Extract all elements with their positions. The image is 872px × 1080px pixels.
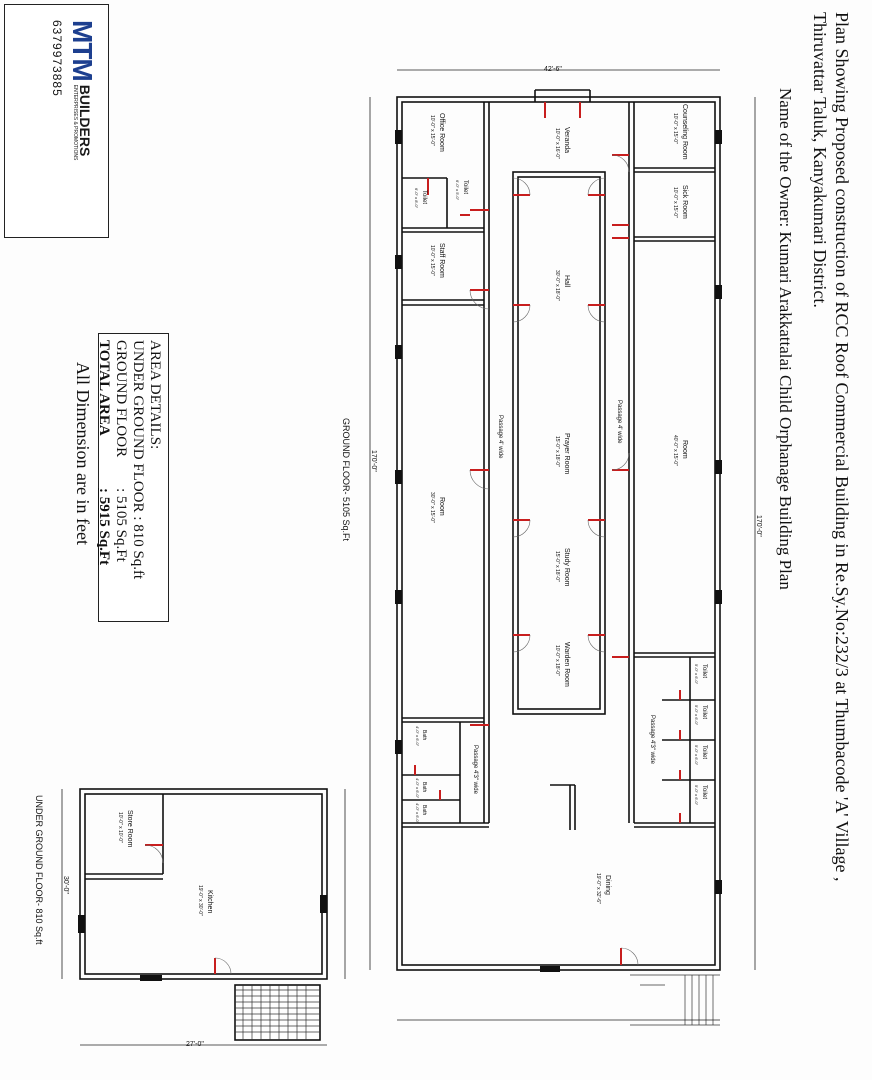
room-size: 5'-0" x 6'-0" bbox=[694, 785, 699, 806]
room-size: 19'-0" x 30'-0" bbox=[197, 885, 203, 916]
room-size: 30'-0" x 18'-0" bbox=[554, 270, 560, 301]
passage-label: Passage 4' wide bbox=[497, 415, 503, 459]
room-size: 4'-0" x 6'-0" bbox=[415, 726, 420, 747]
ground-area-row bbox=[112, 340, 129, 579]
passage-label: Passage 4'3" wide bbox=[649, 715, 655, 764]
room-size: 6'-0" x 5'-0" bbox=[455, 180, 460, 201]
passage-label: Passage 4'3" wide bbox=[472, 745, 478, 794]
room-label: Office Room bbox=[438, 113, 445, 152]
under-ground-floor-caption: UNDER GROUND FLOOR- 810 Sq.ft bbox=[34, 795, 44, 945]
room-size: 10'-0" x 15'-0" bbox=[429, 245, 435, 276]
logo-builders: BUILDERS bbox=[77, 84, 93, 157]
room-size: 4'-0" x 6'-0" bbox=[415, 803, 420, 824]
room-size: 15'-0" x 18'-0" bbox=[554, 436, 560, 467]
ground-length-dimension: 170'-0" bbox=[755, 515, 762, 537]
logo-tagline: ENTERPRISES & PROMOTIONS bbox=[72, 84, 78, 161]
room-size: 5'-0" x 6'-0" bbox=[694, 705, 699, 726]
room-label: Room bbox=[681, 440, 688, 459]
room-label: Toilet bbox=[701, 745, 707, 760]
room-size: 15'-0" x 18'-0" bbox=[554, 551, 560, 582]
under-ground-area-label: UNDER GROUND FLOOR : bbox=[130, 340, 146, 521]
room-label: Store Room bbox=[126, 810, 133, 848]
room-label: Toilet bbox=[462, 180, 468, 195]
passage-label: Passage 4' wide bbox=[616, 400, 622, 444]
room-size: 5'-0" x 6'-0" bbox=[694, 664, 699, 685]
room-label: Toilet bbox=[701, 785, 707, 800]
logo-brand: MTM bbox=[67, 20, 98, 81]
room-size: 30'-0" x 15'-0" bbox=[429, 492, 435, 523]
room-label: Veranda bbox=[563, 127, 570, 154]
company-logo bbox=[50, 20, 98, 160]
total-area-value: : 5915 Sq.Ft bbox=[96, 488, 112, 566]
ground-area-label: GROUND FLOOR bbox=[113, 340, 129, 458]
room-size: 19'-0" x 32'-6" bbox=[595, 873, 601, 904]
title-line-2: Thiruvattar Taluk, Kanyakumari District. bbox=[810, 12, 830, 308]
room-label: Toilet bbox=[421, 190, 427, 205]
room-label: Toilet bbox=[701, 664, 707, 679]
logo-row bbox=[66, 20, 98, 160]
room-size: 10'-0" x 10'-0" bbox=[117, 812, 123, 843]
title-line-1: Plan Showing Proposed construction of RCC Roof Commercial Building in Re.Sy.No:232/3 at Thumbacode 'A' Village , bbox=[832, 12, 852, 882]
room-label: Warden Room bbox=[563, 642, 570, 687]
room-size: 40'-0" x 15'-0" bbox=[672, 435, 678, 466]
ground-floor-caption: GROUND FLOOR- 5105 Sq.Ft bbox=[341, 418, 351, 542]
total-area-label: TOTAL AREA bbox=[96, 340, 112, 436]
room-size: 4'-0" x 6'-0" bbox=[415, 778, 420, 799]
logo-phone: 6379973885 bbox=[50, 20, 64, 97]
room-label: Dining bbox=[604, 875, 611, 895]
owner-name: Name of the Owner: Kumari Arakkattalai Child Orphanage Building Plan bbox=[776, 88, 795, 590]
ground-area-value: : 5105 Sq.Ft bbox=[113, 488, 129, 562]
area-heading: AREA DETAILS: bbox=[147, 340, 163, 450]
room-size: 6'-0" x 8'-0" bbox=[414, 188, 419, 209]
under-ground-area-value: 810 Sq.ft bbox=[130, 524, 146, 580]
under-ground-width-dimension: 27'-0" bbox=[186, 1041, 204, 1048]
room-label: Sick Room bbox=[681, 185, 688, 219]
total-area-row bbox=[95, 340, 112, 579]
under-ground-area-row bbox=[129, 340, 146, 579]
ground-width-dimension: 42'-6" bbox=[544, 66, 562, 73]
ground-length-dimension-left: 170'-0" bbox=[370, 450, 377, 472]
room-size: 10'-0" x 16'-0" bbox=[554, 128, 560, 159]
room-size: 10'-0" x 15'-0" bbox=[672, 187, 678, 218]
room-label: Study Room bbox=[563, 548, 570, 587]
room-label: Bath bbox=[421, 730, 427, 741]
room-label: Hall bbox=[563, 275, 570, 288]
under-ground-length-dimension: 30'-0" bbox=[62, 876, 69, 894]
dimension-note: All Dimension are in feet bbox=[73, 362, 93, 545]
room-label: Bath bbox=[421, 782, 427, 793]
room-label: Staff Room bbox=[438, 243, 445, 278]
room-size: 5'-0" x 6'-0" bbox=[694, 745, 699, 766]
room-label: Bath bbox=[421, 805, 427, 816]
area-details bbox=[95, 340, 163, 579]
room-label: Kitchen bbox=[206, 890, 213, 914]
room-label: Prayer Room bbox=[563, 433, 570, 475]
room-size: 10'-0" x 18'-0" bbox=[554, 645, 560, 676]
room-size: 10'-0" x 15'-0" bbox=[429, 115, 435, 146]
room-label: Room bbox=[438, 497, 445, 516]
room-label: Counseling Room bbox=[681, 104, 688, 160]
logo-text bbox=[72, 85, 92, 161]
room-label: Toilet bbox=[701, 705, 707, 720]
room-size: 10'-0" x 15'-0" bbox=[672, 113, 678, 144]
